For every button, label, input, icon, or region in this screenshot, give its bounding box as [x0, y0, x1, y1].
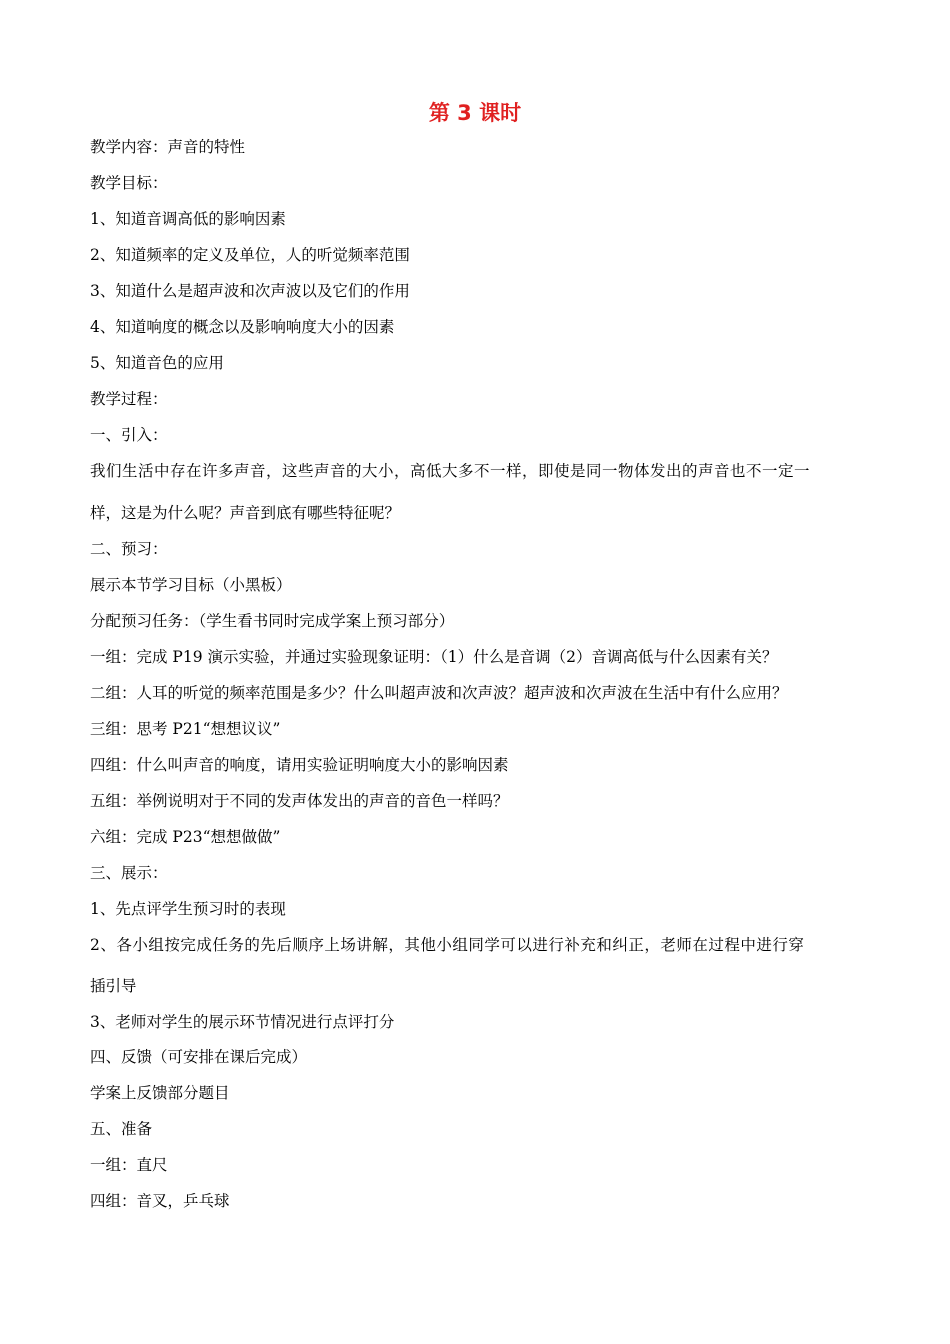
text-line: 六组：完成 P23“想想做做”: [90, 828, 281, 846]
text-line: 一组：直尺: [90, 1156, 168, 1174]
text-line: 5、知道音色的应用: [90, 354, 224, 372]
text-line: 插引导: [90, 977, 137, 995]
text-line: 四、反馈（可安排在课后完成）: [90, 1048, 308, 1066]
text-line: 2、各小组按完成任务的先后顺序上场讲解，其他小组同学可以进行补充和纠正，老师在过程中进行穿: [90, 936, 805, 954]
text-line: 我们生活中存在许多声音，这些声音的大小，高低大多不一样，即使是同一物体发出的声音也不一定一: [90, 462, 811, 480]
text-line: 一、引入：: [90, 426, 168, 444]
text-line: 五、准备: [90, 1120, 153, 1138]
text-line: 二、预习：: [90, 540, 168, 558]
text-line: 教学过程：: [90, 390, 168, 408]
text-line: 三、展示：: [90, 864, 168, 882]
text-line: 教学内容：声音的特性: [90, 138, 246, 156]
text-line: 2、知道频率的定义及单位，人的听觉频率范围: [90, 246, 410, 264]
text-line: 3、老师对学生的展示环节情况进行点评打分: [90, 1013, 395, 1031]
text-line: 三组：思考 P21“想想议议”: [90, 720, 281, 738]
page-title: 第 3 课时: [428, 101, 522, 125]
text-line: 4、知道响度的概念以及影响响度大小的因素: [90, 318, 395, 336]
text-line: 教学目标：: [90, 174, 168, 192]
text-line: 3、知道什么是超声波和次声波以及它们的作用: [90, 282, 410, 300]
text-line: 学案上反馈部分题目: [90, 1084, 230, 1102]
text-line: 四组：什么叫声音的响度，请用实验证明响度大小的影响因素: [90, 756, 509, 774]
text-line: 1、知道音调高低的影响因素: [90, 210, 286, 228]
text-line: 1、先点评学生预习时的表现: [90, 900, 286, 918]
text-line: 样，这是为什么呢？声音到底有哪些特征呢？: [90, 504, 401, 522]
text-line: 展示本节学习目标（小黑板）: [90, 576, 292, 594]
text-line: 一组：完成 P19 演示实验，并通过实验现象证明：（1）什么是音调（2）音调高低与什么因素有关？: [90, 648, 778, 666]
text-line: 二组：人耳的听觉的频率范围是多少？什么叫超声波和次声波？超声波和次声波在生活中有什么应用？: [90, 684, 788, 702]
text-line: 分配预习任务：（学生看书同时完成学案上预习部分）: [90, 612, 455, 630]
text-line: 四组：音叉，乒乓球: [90, 1192, 230, 1210]
text-line: 五组：举例说明对于不同的发声体发出的声音的音色一样吗？: [90, 792, 509, 810]
